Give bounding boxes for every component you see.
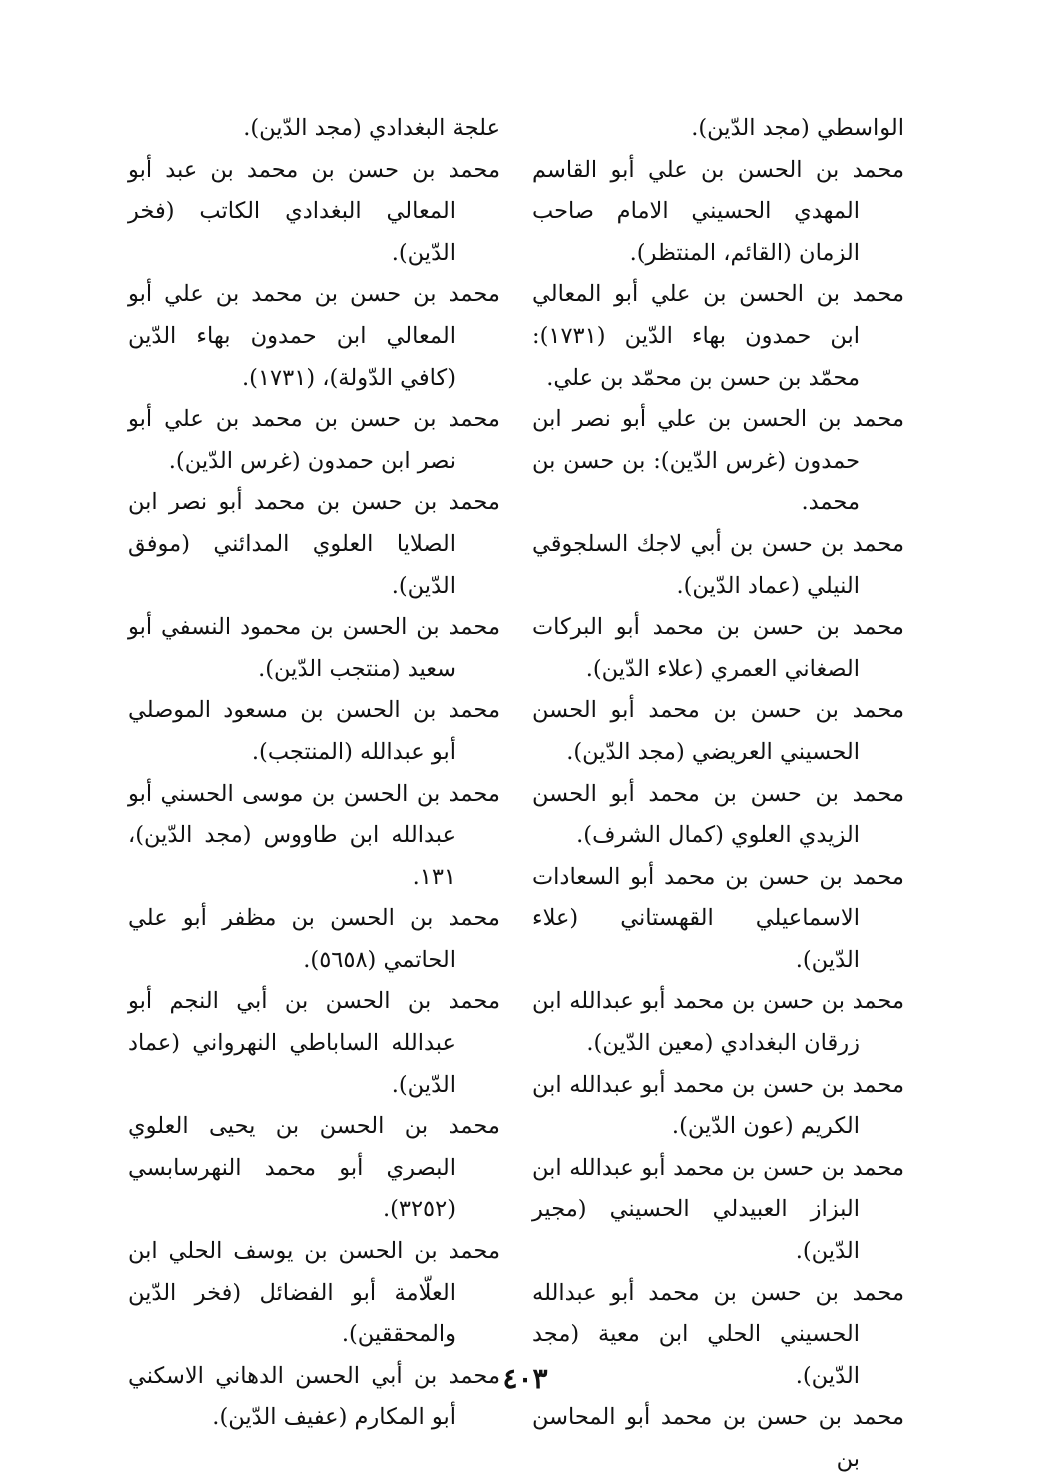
index-entry: محمد بن حسن بن محمد بن علي أبو المعالي ابن حمدون بهاء الدّين (كافي الدّولة)، (١٧٣١). [128,281,500,391]
index-entry: محمد بن حسن بن محمد أبو عبدالله ابن الكريم (عون الدّين). [532,1071,904,1140]
index-entry: محمد بن حسن بن محمد أبو عبدالله ابن زرقان البغدادي (معين الدّين). [532,988,904,1057]
index-entry: محمد بن الحسن بن يحيى العلوي البصري أبو محمد النهرسابسي (٣٢٥٢). [128,1113,500,1223]
index-entry: محمد بن الحسن بن مسعود الموصلي أبو عبدالله (المنتجب). [128,697,500,765]
index-entry: محمد بن حسن بن محمد أبو نصر ابن الصلايا العلوي المدائني (موفق الدّين). [128,489,500,599]
index-entry: محمد بن حسن بن محمد أبو البركات الصغاني العمري (علاء الدّين). [532,614,904,682]
index-entry: محمد بن حسن بن محمد بن عبد أبو المعالي البغدادي الكاتب (فخر الدّين). [128,156,500,266]
left-column [128,108,500,1439]
index-entry: محمد بن الحسن بن علي أبو نصر ابن حمدون (غرس الدّين): بن حسن بن محمد. [532,406,904,516]
right-column [532,108,904,1481]
index-entry: محمد بن الحسن بن محمود النسفي أبو سعيد (منتجب الدّين). [128,614,500,682]
index-entry: محمد بن حسن بن محمد أبو السعادات الاسماعيلي القهستاني (علاء الدّين). [532,863,904,973]
index-entry: محمد بن أبي الحسن الدهاني الاسكني أبو المكارم (عفيف الدّين). [128,1362,500,1431]
index-entry: محمد بن حسن بن محمد أبو المحاسن بن [532,1404,904,1472]
index-entry: محمد بن الحسن بن مظفر أبو علي الحاتمي (٥٦٥٨). [128,905,500,973]
page-number: ٤٠٣ [502,1362,548,1395]
index-entry: محمد بن الحسن بن أبي النجم أبو عبدالله الساباطي النهرواني (عماد الدّين). [128,988,500,1098]
index-entry: محمد بن حسن بن محمد أبو عبدالله الحسيني الحلي ابن معية (مجد الدّين). [532,1279,904,1389]
index-entry: محمد بن حسن بن محمد أبو الحسن الزيدي العلوي (كمال الشرف). [532,780,904,849]
index-entry: محمد بن حسن بن محمد بن علي أبو نصر ابن حمدون (غرس الدّين). [128,406,500,474]
index-entry: علجة البغدادي (مجد الدّين). [243,115,500,141]
index-entry: محمد بن الحسن بن موسى الحسني أبو عبدالله ابن طاووس (مجد الدّين)، ١٣١. [128,780,500,890]
index-entry: محمد بن الحسن بن علي أبو المعالي ابن حمدون بهاء الدّين (١٧٣١): محمّد بن حسن بن محمّد بن علي. [532,281,904,391]
index-entry: محمد بن الحسن بن علي أبو القاسم المهدي الحسيني الامام صاحب الزمان (القائم، المنتظر). [532,156,904,266]
index-entry: محمد بن الحسن بن يوسف الحلي ابن العلّامة أبو الفضائل (فخر الدّين والمحققين). [128,1238,500,1348]
index-entry: محمد بن حسن بن محمد أبو عبدالله ابن البزاز العبيدلي الحسيني (مجير الدّين). [532,1154,904,1265]
index-entry: محمد بن حسن بن أبي لاجك السلجوقي النيلي (عماد الدّين). [532,530,904,599]
index-entry: محمد بن حسن بن محمد أبو الحسن الحسيني العريضي (مجد الدّين). [532,697,904,765]
index-entry: الواسطي (مجد الدّين). [691,115,904,141]
